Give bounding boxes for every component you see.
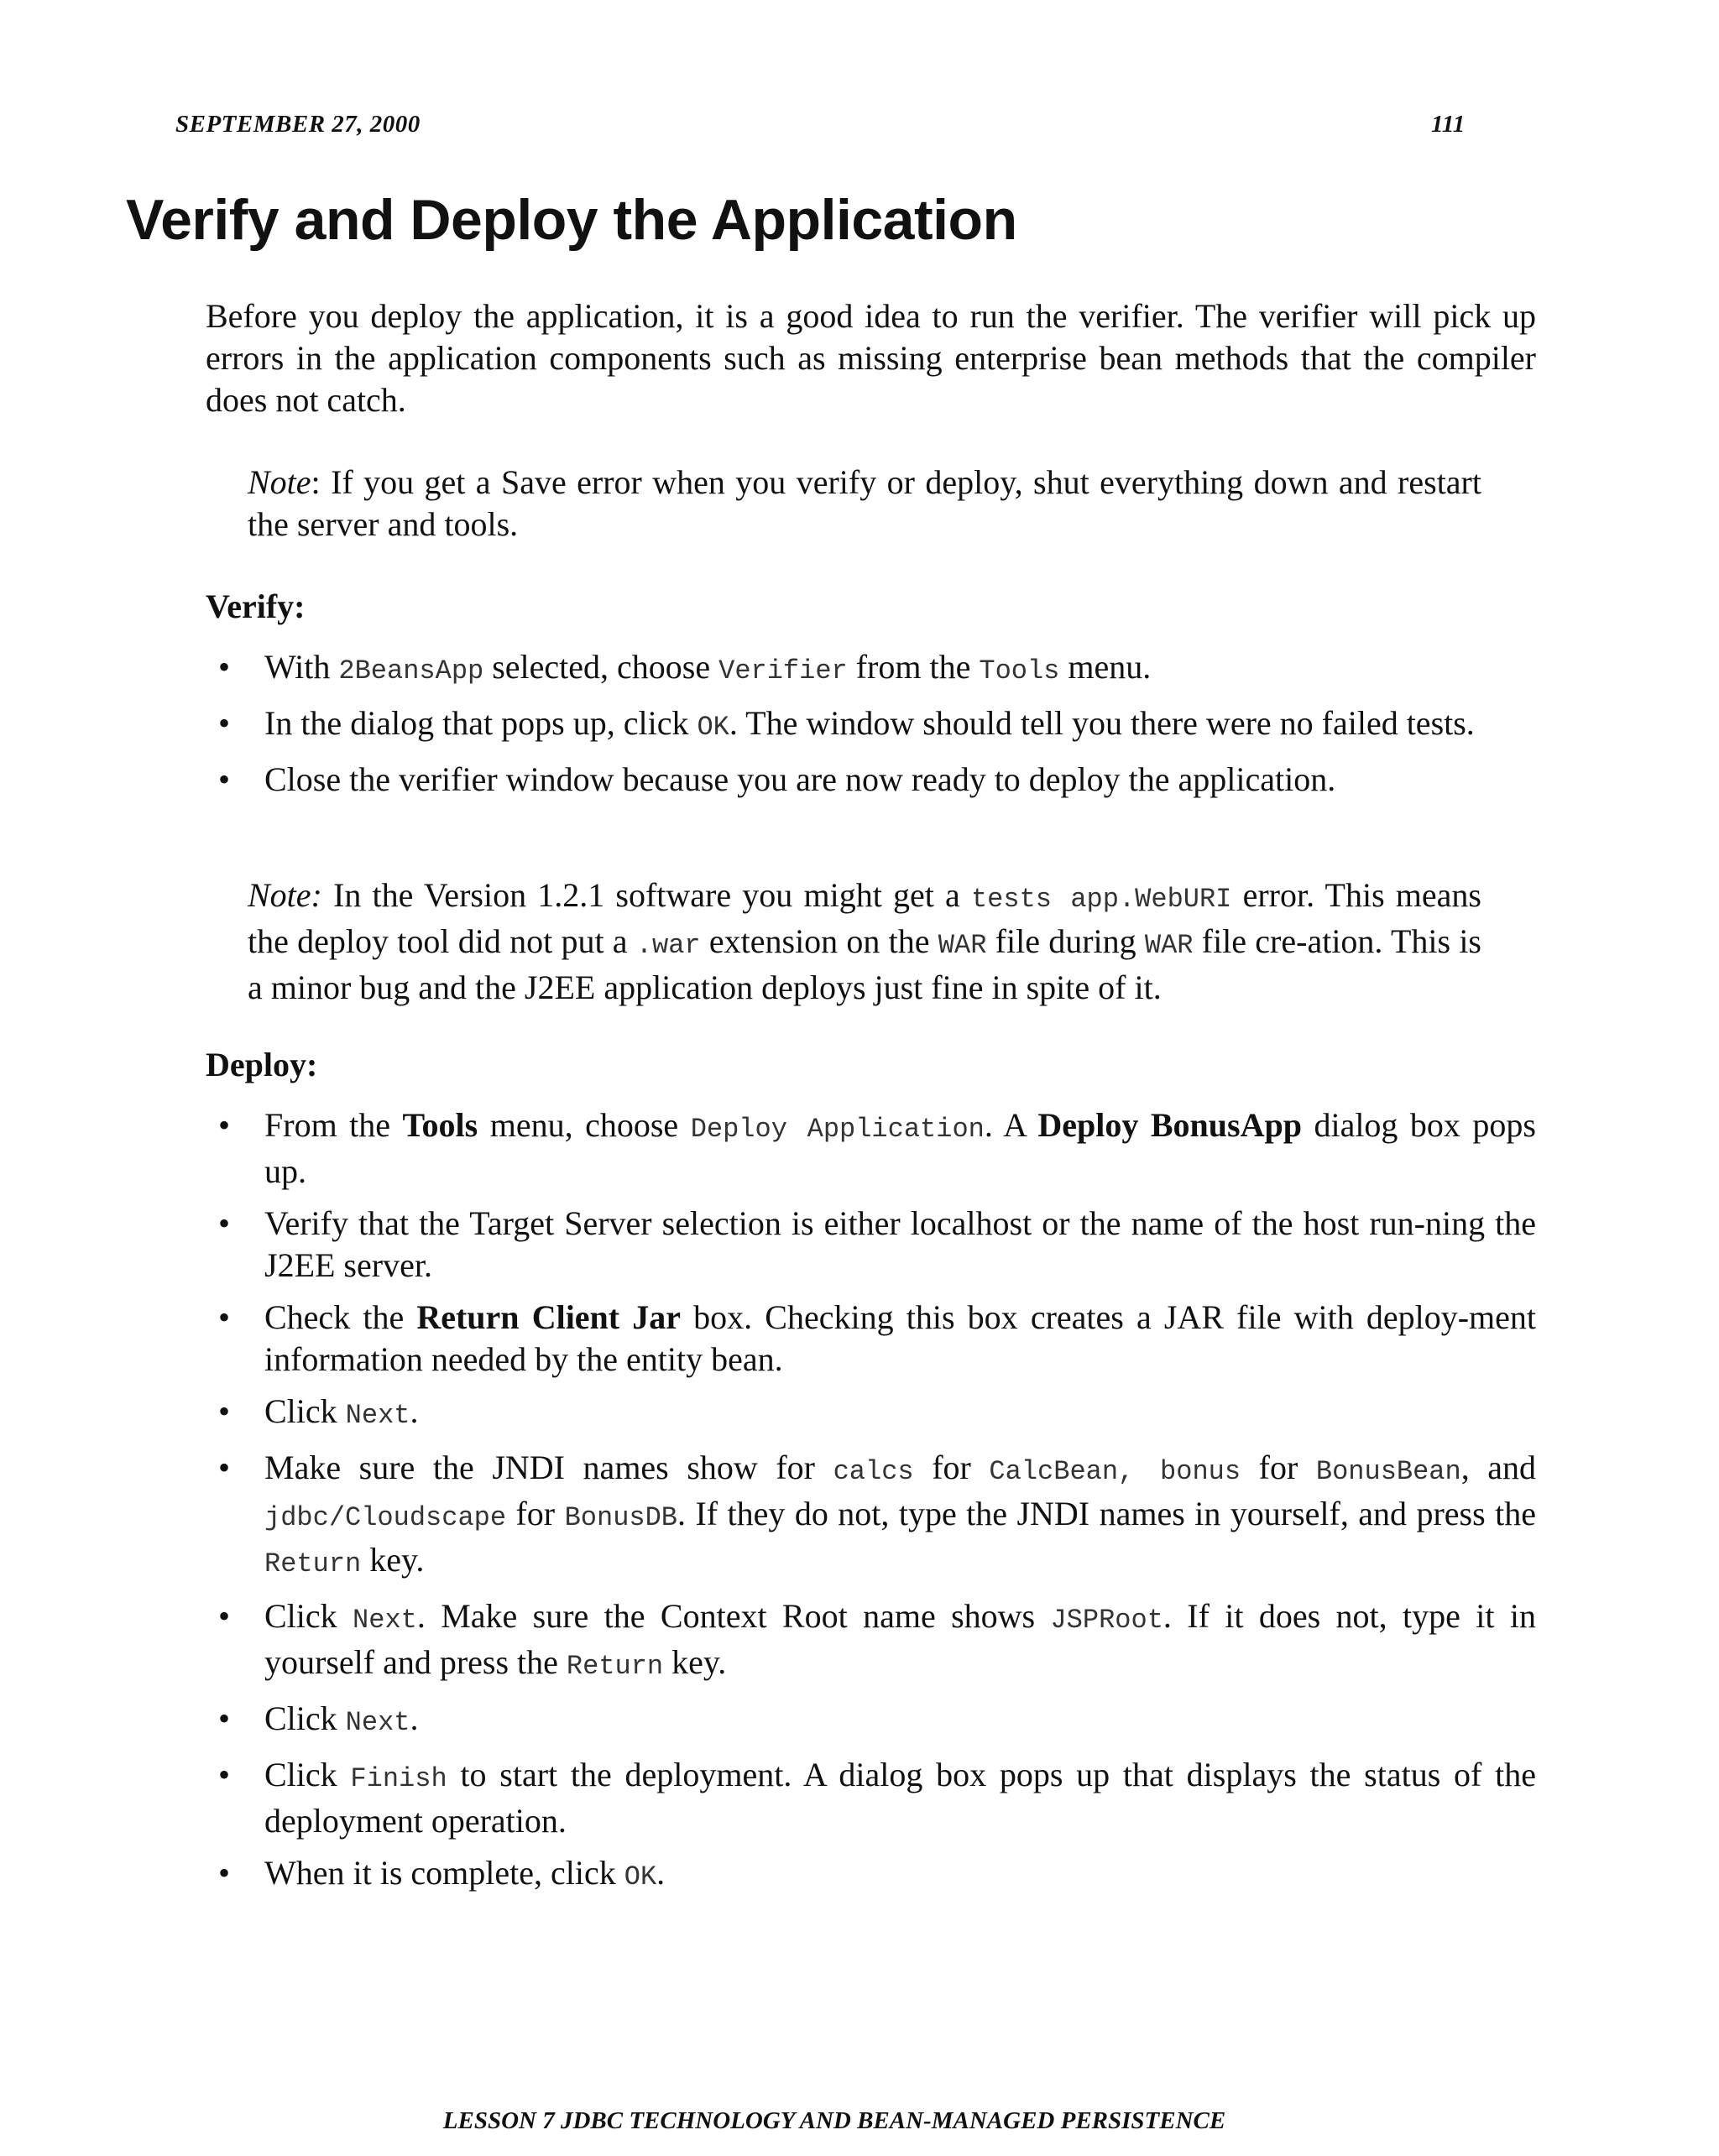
list-item: • Click Next. (218, 1699, 419, 1738)
list-item: • Click Next. (218, 1392, 419, 1431)
list-item: • Check the Return Client Jar box. Checking this box creates a JAR file with deploy-ment information needed by the entity bean. (218, 1298, 1537, 1378)
list-item: • Click Finish to start the deployment. A dialog box pops up that displays the status of the deployment operation. (218, 1756, 1536, 1840)
section-title: Verify and Deploy the Application (126, 188, 1017, 252)
list-item: • Click Next. Make sure the Context Root name shows JSPRoot. If it does not, type it in yourself and press the Return key. (218, 1597, 1536, 1682)
list-item: • In the dialog that pops up, click OK. The window should tell you there were no failed tests. (218, 704, 1475, 743)
bullet-icon: • (218, 648, 231, 686)
note-label: Note: (248, 876, 322, 914)
page-footer (0, 2107, 1719, 2135)
verify-heading: Verify: (206, 587, 306, 625)
note-paragraph-2: Note: In the Version 1.2.1 software you might get a tests app.WebURI error. This means the deploy tool did not put a .war extension on the WAR file during WAR file cre-ation. This is a minor bug and the J2EE application deploys just fine in spite of it. (248, 876, 1481, 1006)
bullet-icon: • (218, 1756, 231, 1793)
note-paragraph-1: Note: If you get a Save error when you verify or deploy, shut everything down and restart the server and tools. (248, 463, 1481, 543)
bullet-icon: • (218, 1449, 231, 1486)
header-page-number: 111 (1431, 111, 1466, 138)
bullet-icon: • (218, 1298, 231, 1336)
header-date: SEPTEMBER 27, 2000 (175, 111, 421, 138)
bullet-icon: • (218, 760, 231, 798)
deploy-list (218, 1104, 1537, 1908)
deploy-heading: Deploy: (206, 1046, 318, 1083)
bullet-icon: • (218, 1854, 231, 1892)
bullet-icon: • (218, 704, 231, 742)
bullet-icon: • (218, 1392, 231, 1430)
list-item: • Close the verifier window because you are now ready to deploy the application. (264, 759, 1536, 801)
list-item: • When it is complete, click OK. (218, 1854, 666, 1892)
list-item: • Make sure the JNDI names show for calcs for CalcBean, bonus for BonusBean, and jdbc/Cloudscape for BonusDB. If they do not, type the JNDI names in yourself, and press the Return key. (218, 1449, 1537, 1579)
bullet-icon: • (218, 1204, 231, 1242)
footer-text: LESSON 7 JDBC TECHNOLOGY AND BEAN-MANAGED PERSISTENCE (442, 2107, 1226, 2134)
intro-paragraph: Before you deploy the application, it is a good idea to run the verifier. The verifier will pick up errors in the application components such as missing enterprise bean methods that the compiler does not catch. (206, 297, 1536, 419)
list-item: • With 2BeansApp selected, choose Verifier from the Tools menu. (218, 648, 1152, 686)
verify-list (218, 646, 1536, 811)
note-label: Note (248, 463, 311, 501)
bullet-icon: • (218, 1106, 231, 1144)
bullet-icon: • (218, 1597, 231, 1635)
list-item: • From the Tools menu, choose Deploy Application. A Deploy BonusApp dialog box pops up. (218, 1106, 1536, 1190)
bullet-icon: • (218, 1699, 231, 1737)
list-item: • Verify that the Target Server selection is either localhost or the name of the host run-ning the J2EE server. (218, 1204, 1536, 1284)
